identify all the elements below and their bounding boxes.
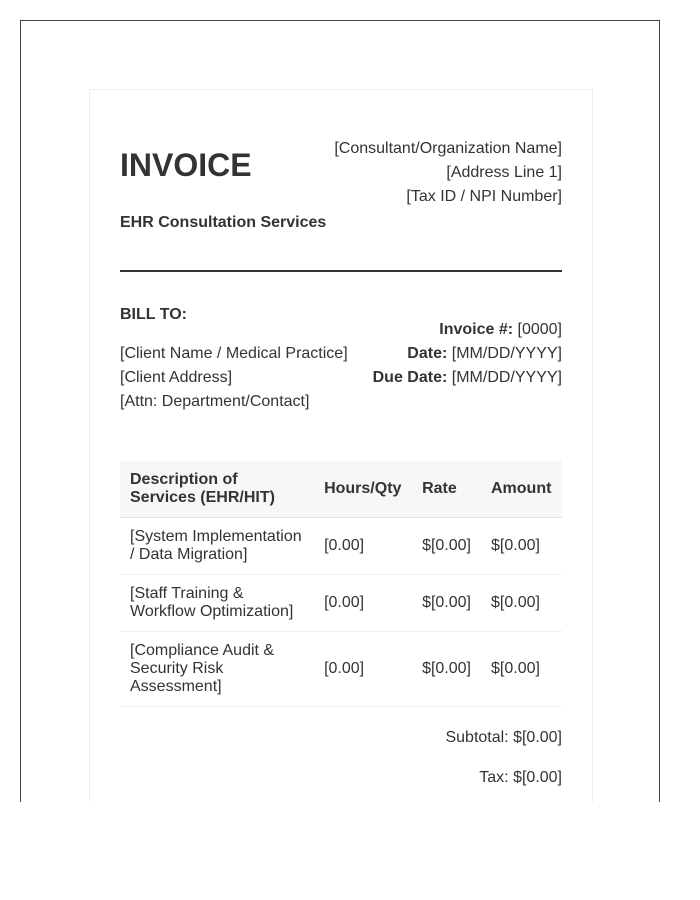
invoice-date-line bbox=[373, 342, 562, 366]
organization-address: [Address Line 1] bbox=[446, 164, 562, 181]
organization-name: [Consultant/Organization Name] bbox=[334, 140, 562, 157]
cell-description: [System Implementation / Data Migration] bbox=[120, 518, 314, 575]
table-row bbox=[120, 575, 562, 632]
invoice-date-value: [MM/DD/YYYY] bbox=[451, 345, 562, 362]
invoice-number-value: [0000] bbox=[517, 321, 562, 338]
invoice-meta bbox=[373, 318, 562, 390]
organization-block bbox=[334, 137, 562, 209]
invoice-number-line bbox=[373, 318, 562, 342]
column-header-description: Description of Services (EHR/HIT) bbox=[120, 461, 314, 518]
column-header-amount: Amount bbox=[481, 461, 562, 518]
table-header-row bbox=[120, 461, 562, 518]
cell-amount: $[0.00] bbox=[481, 575, 562, 632]
header-divider bbox=[120, 270, 562, 272]
column-header-hours: Hours/Qty bbox=[314, 461, 412, 518]
due-date-line bbox=[373, 366, 562, 390]
cell-hours: [0.00] bbox=[314, 518, 412, 575]
client-address: [Client Address] bbox=[120, 369, 233, 386]
client-name: [Client Name / Medical Practice] bbox=[120, 345, 348, 362]
client-attention: [Attn: Department/Contact] bbox=[120, 393, 310, 410]
line-items-table bbox=[120, 461, 562, 707]
cell-hours: [0.00] bbox=[314, 632, 412, 707]
cell-rate: $[0.00] bbox=[412, 518, 481, 575]
invoice-date-label: Date: bbox=[407, 345, 448, 362]
table-row bbox=[120, 518, 562, 575]
due-date-label: Due Date: bbox=[372, 369, 448, 386]
table-row bbox=[120, 632, 562, 707]
bill-to-heading: BILL TO: bbox=[120, 306, 187, 323]
cell-rate: $[0.00] bbox=[412, 575, 481, 632]
organization-tax-id: [Tax ID / NPI Number] bbox=[406, 188, 562, 205]
cell-description: [Compliance Audit & Security Risk Assessment] bbox=[120, 632, 314, 707]
bill-to-block bbox=[120, 342, 348, 414]
cell-amount: $[0.00] bbox=[481, 632, 562, 707]
subtotal-line: Subtotal: $[0.00] bbox=[445, 729, 562, 746]
invoice-subtitle: EHR Consultation Services bbox=[120, 214, 327, 231]
cell-amount: $[0.00] bbox=[481, 518, 562, 575]
invoice-number-label: Invoice #: bbox=[439, 321, 514, 338]
column-header-rate: Rate bbox=[412, 461, 481, 518]
due-date-value: [MM/DD/YYYY] bbox=[451, 369, 562, 386]
tax-line: Tax: $[0.00] bbox=[479, 769, 562, 786]
invoice-title: INVOICE bbox=[120, 147, 252, 183]
cell-description: [Staff Training & Workflow Optimization] bbox=[120, 575, 314, 632]
cell-hours: [0.00] bbox=[314, 575, 412, 632]
cell-rate: $[0.00] bbox=[412, 632, 481, 707]
